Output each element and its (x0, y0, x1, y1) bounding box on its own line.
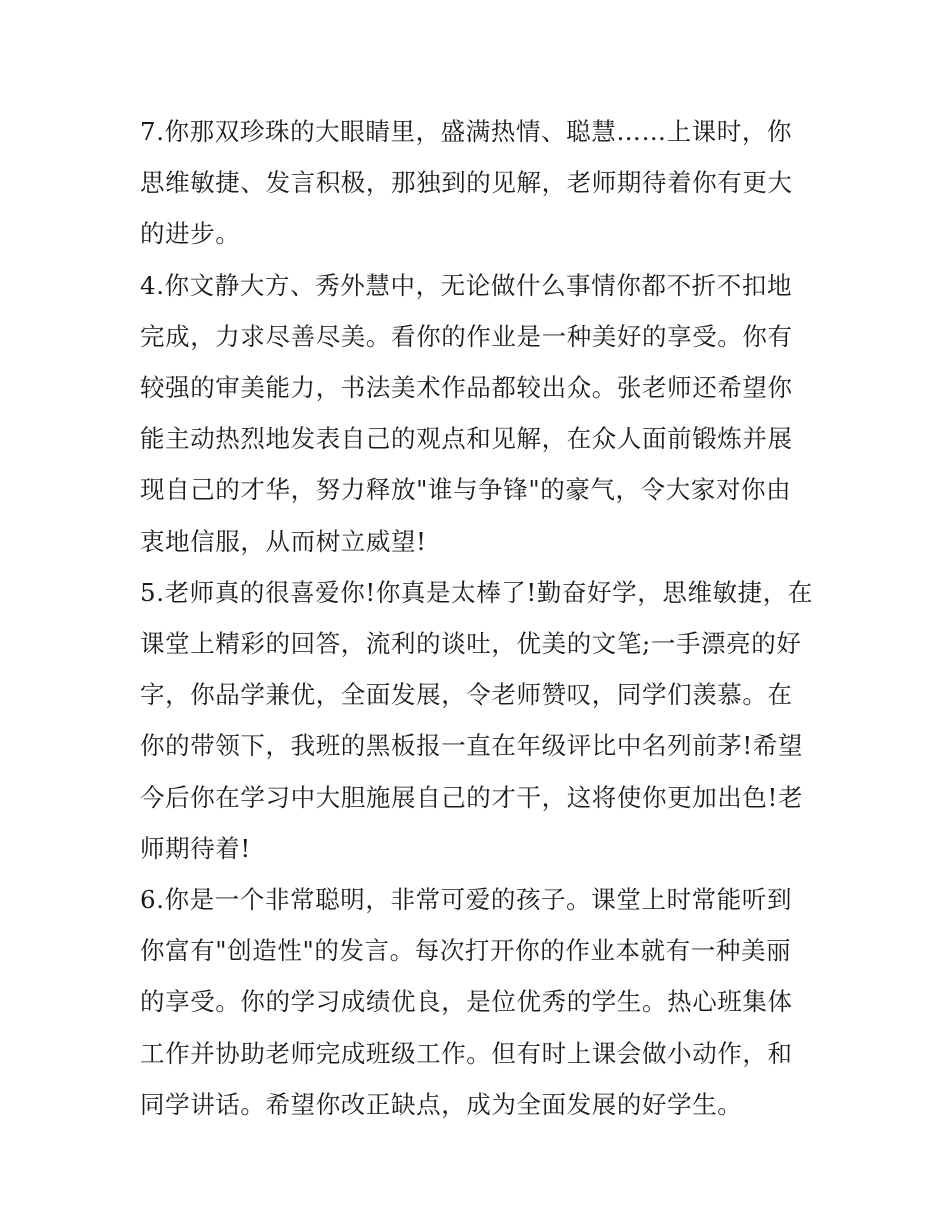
paragraph-comment-7: 7.你那双珍珠的大眼睛里，盛满热情、聪慧……上课时，你思维敏捷、发言积极，那独到的见解，老师期待着你有更大的进步。 (140, 117, 793, 249)
document-body (140, 106, 815, 1130)
paragraph-comment-5: 5.老师真的很喜爱你!你真是太棒了!勤奋好学，思维敏捷，在课堂上精彩的回答，流利的谈吐，优美的文笔;一手漂亮的好字，你品学兼优，全面发展，令老师赞叹，同学们羡慕。在你的带领下，我班的黑板报一直在年级评比中名列前茅!希望今后你在学习中大胆施展自己的才干，这将使你更加出色!老师期待着! (140, 577, 813, 863)
paragraph-comment-6: 6.你是一个非常聪明，非常可爱的孩子。课堂上时常能听到你富有"创造性"的发言。每次打开你的作业本就有一种美丽的享受。你的学习成绩优良，是位优秀的学生。热心班集体工作并协助老师完成班级工作。但有时上课会做小动作，和同学讲话。希望你改正缺点，成为全面发展的好学生。 (140, 885, 793, 1119)
paragraph-comment-4: 4.你文静大方、秀外慧中，无论做什么事情你都不折不扣地完成，力求尽善尽美。看你的作业是一种美好的享受。你有较强的审美能力，书法美术作品都较出众。张老师还希望你能主动热烈地发表自己的观点和见解，在众人面前锻炼并展现自己的才华，努力释放"谁与争锋"的豪气，令大家对你由衷地信服，从而树立威望! (140, 270, 793, 556)
